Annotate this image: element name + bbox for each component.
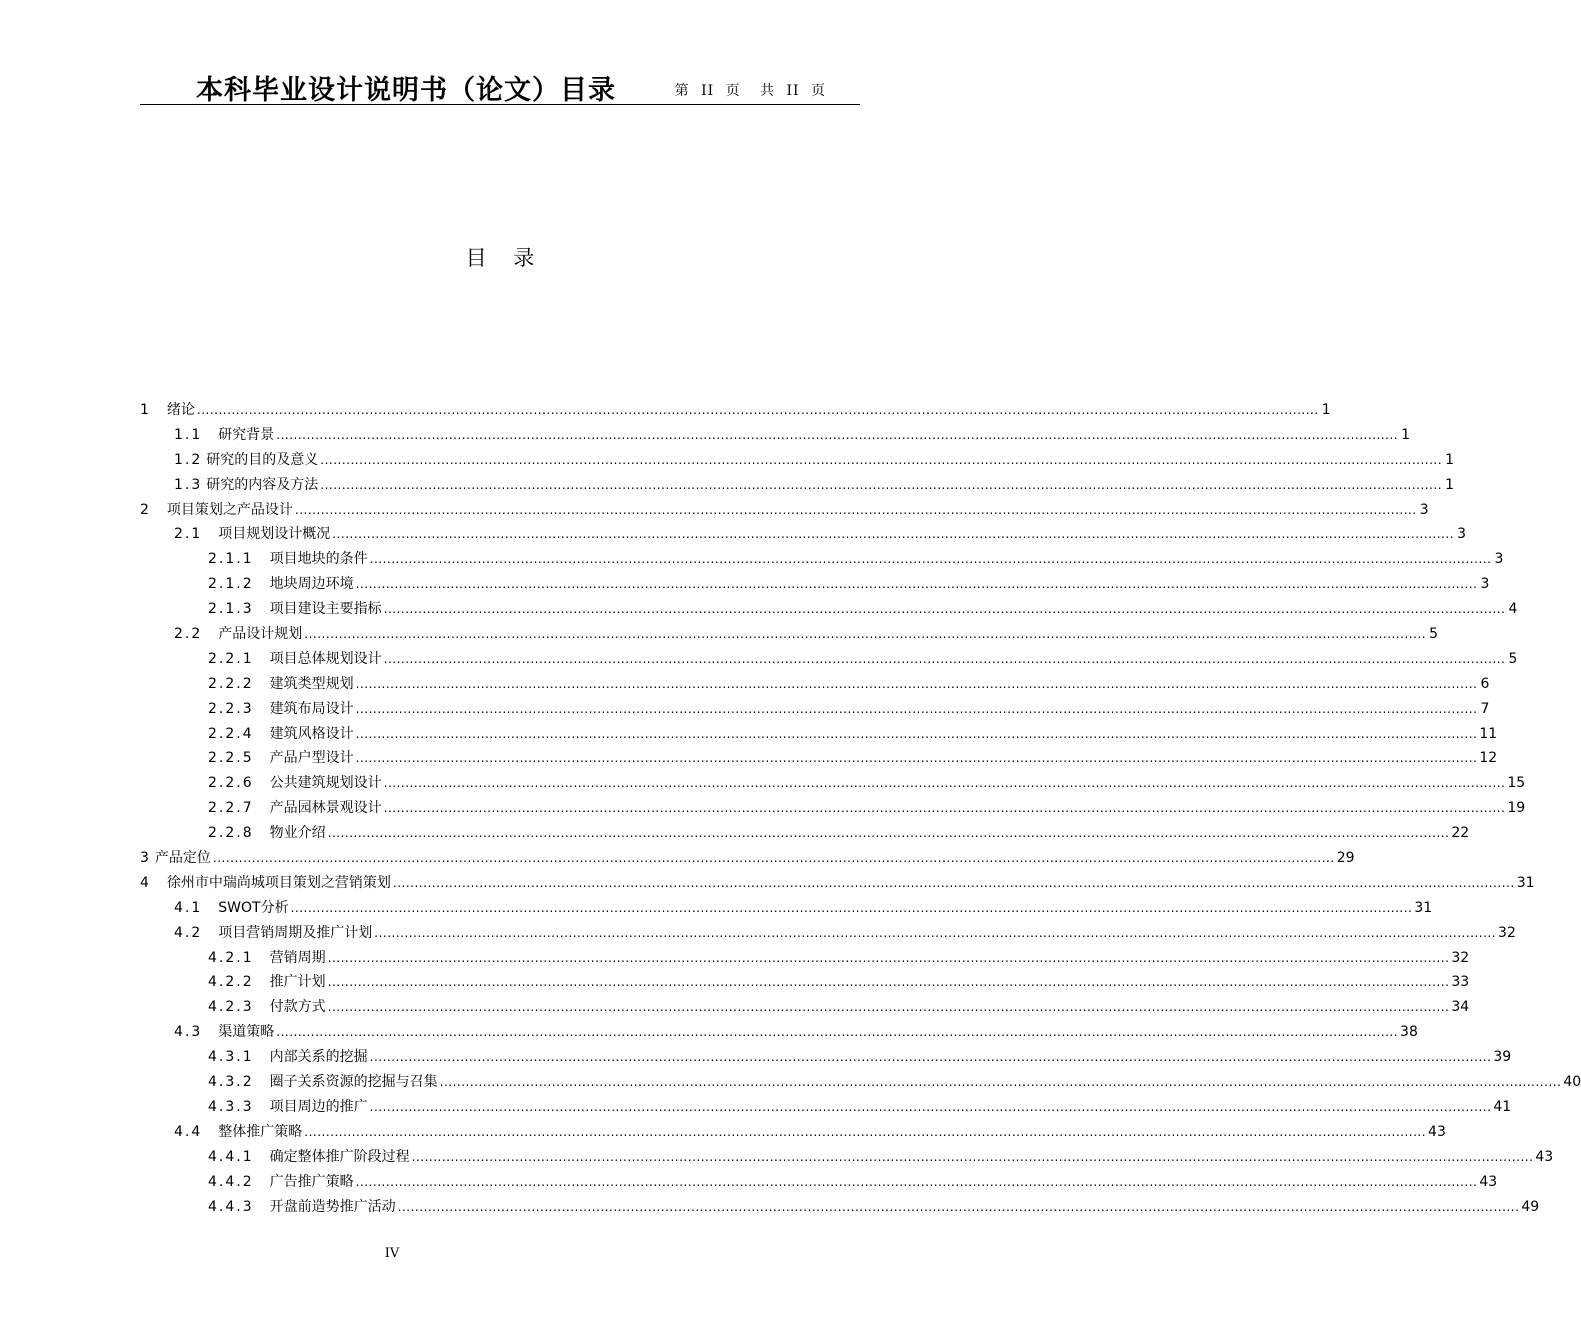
toc-entry-number: 2.2.5 bbox=[208, 750, 254, 767]
toc-dot-leader: .................................................................................................................................................................................................................................................................... bbox=[383, 801, 1506, 816]
toc-entry-number: 4.2.2 bbox=[208, 974, 254, 991]
toc-entry-title: 圈子关系资源的挖掘与召集 bbox=[269, 1074, 438, 1091]
toc-entry[interactable] bbox=[140, 1195, 1540, 1220]
toc-entry-page: 5 bbox=[1429, 626, 1439, 643]
toc-entry[interactable] bbox=[140, 946, 1470, 971]
toc-entry[interactable] bbox=[140, 547, 1504, 572]
toc-entry-number: 4.2.1 bbox=[208, 949, 254, 966]
toc-entry-page: 22 bbox=[1451, 825, 1470, 842]
toc-entry[interactable] bbox=[140, 647, 1518, 672]
toc-entry-number: 3 bbox=[140, 850, 151, 867]
toc-entry-page: 3 bbox=[1419, 501, 1429, 518]
toc-entry-number: 4.4.2 bbox=[208, 1173, 254, 1190]
toc-entry-page: 29 bbox=[1336, 850, 1355, 867]
toc-dot-leader: .................................................................................................................................................................................................................................................................... bbox=[276, 1025, 1399, 1040]
toc-entry[interactable] bbox=[140, 796, 1526, 821]
toc-entry[interactable] bbox=[140, 821, 1470, 846]
page-footer-number: IV bbox=[384, 1246, 400, 1261]
toc-entry-title: SWOT分析 bbox=[218, 899, 289, 916]
toc-entry-number: 2 bbox=[140, 501, 151, 518]
toc-dot-leader: .................................................................................................................................................................................................................................................................... bbox=[355, 701, 1478, 716]
toc-entry-number: 1.3 bbox=[174, 476, 203, 493]
toc-dot-leader: .................................................................................................................................................................................................................................................................... bbox=[320, 477, 1443, 492]
toc-entry-title: 研究的目的及意义 bbox=[206, 451, 319, 468]
toc-entry-number: 2.1 bbox=[174, 526, 203, 543]
toc-entry-title: 确定整体推广阶段过程 bbox=[269, 1148, 410, 1165]
toc-entry-number: 4.1 bbox=[174, 899, 203, 916]
toc-entry-number: 2.2.3 bbox=[208, 700, 254, 717]
page-current: II bbox=[701, 83, 715, 99]
toc-entry-title: 绪论 bbox=[166, 402, 195, 418]
toc-entry-title: 内部关系的挖掘 bbox=[269, 1049, 368, 1066]
toc-entry-number: 4.4 bbox=[174, 1123, 203, 1140]
toc-dot-leader: .................................................................................................................................................................................................................................................................... bbox=[327, 975, 1450, 990]
toc-entry[interactable] bbox=[140, 771, 1526, 796]
toc-entry-page: 49 bbox=[1521, 1198, 1540, 1215]
toc-entry-page: 4 bbox=[1508, 601, 1518, 618]
toc-dot-leader: .................................................................................................................................................................................................................................................................... bbox=[369, 1050, 1492, 1065]
toc-entry-page: 33 bbox=[1451, 974, 1470, 991]
toc-entry[interactable] bbox=[140, 871, 1535, 896]
toc-entry-number: 2.1.1 bbox=[208, 551, 254, 568]
page-header bbox=[140, 64, 860, 105]
toc-dot-leader: .................................................................................................................................................................................................................................................................... bbox=[355, 577, 1478, 592]
toc-entry-title: 建筑风格设计 bbox=[269, 725, 354, 742]
toc-dot-leader: .................................................................................................................................................................................................................................................................... bbox=[327, 1000, 1450, 1015]
toc-entry-title: 项目策划之产品设计 bbox=[166, 501, 293, 518]
toc-dot-leader: .................................................................................................................................................................................................................................................................... bbox=[304, 627, 1427, 642]
toc-entry-title: 项目总体规划设计 bbox=[269, 650, 382, 667]
toc-entry-number: 4 bbox=[140, 874, 151, 891]
header-title: 本科毕业设计说明书（论文）目录 bbox=[196, 75, 616, 106]
toc-dot-leader: .................................................................................................................................................................................................................................................................... bbox=[383, 651, 1506, 666]
page-prefix: 第 bbox=[674, 83, 690, 99]
total-word: 页 bbox=[811, 83, 826, 99]
toc-dot-leader: .................................................................................................................................................................................................................................................................... bbox=[332, 527, 1455, 542]
page-word: 页 bbox=[725, 83, 741, 99]
toc-entry-page: 34 bbox=[1451, 999, 1470, 1016]
toc-entry[interactable] bbox=[140, 995, 1470, 1020]
toc-entry[interactable] bbox=[140, 448, 1455, 473]
toc-dot-leader: .................................................................................................................................................................................................................................................................... bbox=[327, 826, 1450, 841]
toc-entry-number: 2.2.7 bbox=[208, 800, 254, 817]
toc-entry-page: 41 bbox=[1493, 1098, 1512, 1115]
total-prefix: 共 bbox=[760, 83, 776, 99]
toc-dot-leader: .................................................................................................................................................................................................................................................................... bbox=[369, 552, 1492, 567]
toc-entry-page: 1 bbox=[1445, 476, 1455, 493]
toc-entry[interactable] bbox=[140, 597, 1518, 622]
toc-entry-title: 整体推广策略 bbox=[218, 1123, 303, 1140]
toc-entry-number: 2.2.2 bbox=[208, 675, 254, 692]
toc-entry-number: 4.4.3 bbox=[208, 1198, 254, 1215]
toc-entry[interactable] bbox=[140, 1045, 1512, 1070]
toc-entry[interactable] bbox=[140, 398, 1331, 423]
toc-entry-title: 建筑布局设计 bbox=[269, 700, 354, 717]
table-of-contents bbox=[140, 398, 1581, 1219]
toc-entry-page: 38 bbox=[1400, 1024, 1418, 1041]
toc-entry-number: 4.2.3 bbox=[208, 999, 254, 1016]
toc-entry-page: 19 bbox=[1507, 800, 1526, 817]
toc-entry[interactable] bbox=[140, 1020, 1418, 1045]
toc-entry-number: 2.2.1 bbox=[208, 650, 254, 667]
toc-entry[interactable] bbox=[140, 970, 1470, 995]
toc-entry-title: 付款方式 bbox=[269, 999, 326, 1016]
toc-entry-page: 43 bbox=[1428, 1123, 1446, 1140]
toc-dot-leader: .................................................................................................................................................................................................................................................................... bbox=[369, 1099, 1492, 1114]
toc-entry-title: 徐州市中瑞尚城项目策划之营销策划 bbox=[166, 874, 391, 891]
toc-entry-page: 3 bbox=[1494, 551, 1504, 568]
toc-entry-page: 31 bbox=[1414, 899, 1433, 916]
toc-entry[interactable] bbox=[140, 1095, 1512, 1120]
toc-entry-number: 4.4.1 bbox=[208, 1148, 254, 1165]
toc-dot-leader: .................................................................................................................................................................................................................................................................... bbox=[355, 676, 1478, 691]
toc-entry-page: 1 bbox=[1445, 451, 1455, 468]
toc-entry-page: 32 bbox=[1498, 924, 1516, 941]
toc-entry[interactable] bbox=[140, 1170, 1498, 1195]
toc-dot-leader: .................................................................................................................................................................................................................................................................... bbox=[304, 1124, 1427, 1139]
toc-entry-page: 11 bbox=[1479, 725, 1498, 742]
toc-entry-page: 32 bbox=[1451, 949, 1470, 966]
toc-entry[interactable] bbox=[140, 722, 1498, 747]
toc-entry-number: 1 bbox=[140, 402, 151, 418]
toc-entry-page: 31 bbox=[1516, 874, 1535, 891]
toc-entry-page: 7 bbox=[1480, 700, 1490, 717]
toc-entry-title: 项目周边的推广 bbox=[269, 1098, 368, 1115]
toc-entry-title: 研究背景 bbox=[218, 426, 275, 443]
toc-entry-number: 2.1.3 bbox=[208, 601, 254, 618]
toc-entry-number: 2.2.8 bbox=[208, 825, 254, 842]
toc-entry-number: 2.2.4 bbox=[208, 725, 254, 742]
toc-entry-number: 1.1 bbox=[174, 426, 203, 443]
toc-entry-title: 公共建筑规划设计 bbox=[269, 775, 382, 792]
toc-entry-page: 6 bbox=[1480, 675, 1490, 692]
toc-entry-number: 4.3.1 bbox=[208, 1049, 254, 1066]
page-total: II bbox=[786, 83, 800, 99]
toc-entry-title: 产品户型设计 bbox=[269, 750, 354, 767]
toc-entry-number: 4.2 bbox=[174, 924, 203, 941]
toc-entry-page: 40 bbox=[1563, 1074, 1581, 1091]
toc-entry-title: 项目营销周期及推广计划 bbox=[218, 924, 373, 941]
toc-dot-leader: .................................................................................................................................................................................................................................................................... bbox=[355, 726, 1478, 741]
toc-entry[interactable] bbox=[140, 423, 1411, 448]
toc-entry[interactable] bbox=[140, 522, 1467, 547]
toc-entry-number: 4.3 bbox=[174, 1024, 203, 1041]
toc-dot-leader: .................................................................................................................................................................................................................................................................... bbox=[196, 403, 1319, 417]
toc-entry-title: 推广计划 bbox=[269, 974, 326, 991]
toc-dot-leader: .................................................................................................................................................................................................................................................................... bbox=[374, 925, 1497, 940]
toc-entry-title: 项目建设主要指标 bbox=[269, 601, 382, 618]
toc-entry-number: 2.2.6 bbox=[208, 775, 254, 792]
toc-entry-title: 项目地块的条件 bbox=[269, 551, 368, 568]
toc-entry[interactable] bbox=[140, 572, 1490, 597]
toc-dot-leader: .................................................................................................................................................................................................................................................................... bbox=[276, 427, 1399, 442]
toc-entry-title: 产品定位 bbox=[154, 850, 211, 867]
toc-entry-page: 5 bbox=[1508, 650, 1518, 667]
header-page-indicator bbox=[675, 80, 832, 100]
toc-dot-leader: .................................................................................................................................................................................................................................................................... bbox=[383, 602, 1506, 617]
toc-entry-title: 物业介绍 bbox=[269, 825, 326, 842]
toc-dot-leader: .................................................................................................................................................................................................................................................................... bbox=[439, 1075, 1562, 1090]
toc-entry-title: 项目规划设计概况 bbox=[218, 526, 331, 543]
toc-dot-leader: .................................................................................................................................................................................................................................................................... bbox=[320, 452, 1443, 467]
toc-entry[interactable] bbox=[140, 746, 1498, 771]
toc-entry-page: 15 bbox=[1507, 775, 1526, 792]
toc-entry-title: 开盘前造势推广活动 bbox=[269, 1198, 396, 1215]
toc-entry-page: 3 bbox=[1457, 526, 1467, 543]
toc-dot-leader: .................................................................................................................................................................................................................................................................... bbox=[411, 1149, 1534, 1164]
toc-entry-page: 12 bbox=[1479, 750, 1498, 767]
toc-entry-title: 地块周边环境 bbox=[269, 576, 354, 593]
toc-entry-page: 3 bbox=[1480, 576, 1490, 593]
toc-dot-leader: .................................................................................................................................................................................................................................................................... bbox=[327, 950, 1450, 965]
toc-entry-title: 广告推广策略 bbox=[269, 1173, 354, 1190]
toc-dot-leader: .................................................................................................................................................................................................................................................................... bbox=[290, 900, 1413, 915]
toc-entry[interactable] bbox=[140, 622, 1439, 647]
toc-dot-leader: .................................................................................................................................................................................................................................................................... bbox=[294, 502, 1417, 517]
toc-entry[interactable] bbox=[140, 498, 1429, 523]
toc-dot-leader: .................................................................................................................................................................................................................................................................... bbox=[212, 851, 1335, 866]
toc-entry-page: 43 bbox=[1479, 1173, 1498, 1190]
toc-entry-number: 2.2 bbox=[174, 626, 203, 643]
toc-entry-number: 1.2 bbox=[174, 451, 203, 468]
toc-entry-page: 1 bbox=[1321, 402, 1331, 418]
toc-dot-leader: .................................................................................................................................................................................................................................................................... bbox=[355, 1174, 1478, 1189]
toc-entry-title: 渠道策略 bbox=[218, 1024, 275, 1041]
toc-dot-leader: .................................................................................................................................................................................................................................................................... bbox=[397, 1199, 1520, 1214]
toc-entry[interactable] bbox=[140, 1145, 1554, 1170]
toc-dot-leader: .................................................................................................................................................................................................................................................................... bbox=[383, 776, 1506, 791]
toc-entry-page: 39 bbox=[1493, 1049, 1512, 1066]
toc-entry-number: 4.3.3 bbox=[208, 1098, 254, 1115]
toc-entry[interactable] bbox=[140, 1120, 1446, 1145]
toc-entry[interactable] bbox=[140, 697, 1490, 722]
toc-entry[interactable] bbox=[140, 1070, 1581, 1095]
toc-entry-title: 营销周期 bbox=[269, 949, 326, 966]
toc-entry-title: 产品设计规划 bbox=[218, 626, 303, 643]
toc-entry-number: 4.3.2 bbox=[208, 1074, 254, 1091]
toc-heading: 目 录 bbox=[465, 246, 535, 270]
toc-entry[interactable] bbox=[140, 896, 1433, 921]
toc-entry[interactable] bbox=[140, 846, 1355, 871]
toc-entry-page: 43 bbox=[1535, 1148, 1554, 1165]
toc-entry-title: 建筑类型规划 bbox=[269, 675, 354, 692]
toc-entry-title: 研究的内容及方法 bbox=[206, 476, 319, 493]
toc-entry-number: 2.1.2 bbox=[208, 576, 254, 593]
toc-entry-page: 1 bbox=[1401, 426, 1411, 443]
toc-entry[interactable] bbox=[140, 473, 1455, 498]
toc-entry[interactable] bbox=[140, 921, 1516, 946]
toc-entry-title: 产品园林景观设计 bbox=[269, 800, 382, 817]
toc-dot-leader: .................................................................................................................................................................................................................................................................... bbox=[355, 751, 1478, 766]
toc-entry[interactable] bbox=[140, 672, 1490, 697]
toc-dot-leader: .................................................................................................................................................................................................................................................................... bbox=[392, 875, 1515, 890]
